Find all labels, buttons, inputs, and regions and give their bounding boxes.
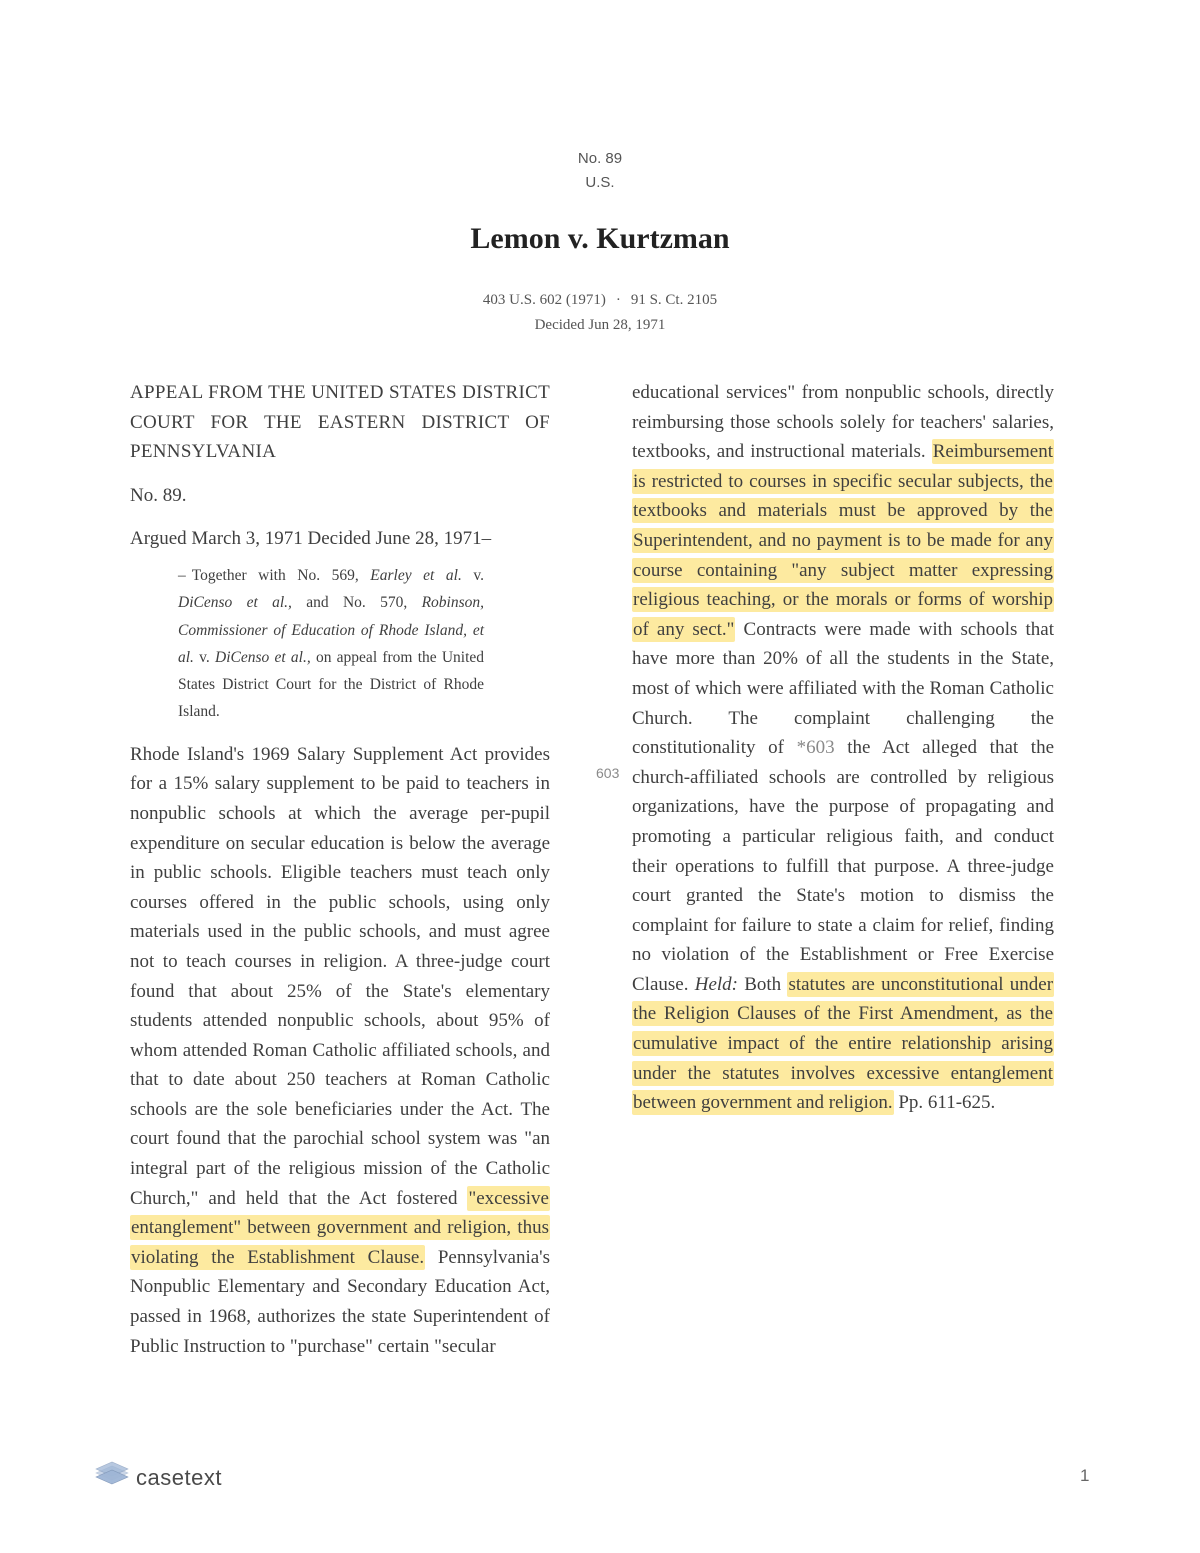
stacked-layers-logo-icon xyxy=(94,1460,130,1495)
syllabus-paragraph: Rhode Island's 1969 Salary Supplement Act provides for a 15% salary supplement to be paid to teachers in nonpublic schools at which the average per-pupil expenditure on secular education is below the average in public schools. Eligible teachers must teach only courses offered in the public schools, using only materials used in the public schools, and must agree not to teach courses in religion. A three-judge court found that about 25% of the State's elementary students attended nonpublic schools, about 95% of whom attended Roman Catholic affiliated schools, and that to date about 250 teachers at Roman Catholic schools are the sole beneficiaries under the Act. The court found that the parochial school system was "an integral part of the religious mission of the Catholic Church," and held that the Act fostered "excessive entanglement" between government and religion, thus violating the Establishment Clause. Pennsylvania's Nonpublic Elementary and Secondary Education Act, passed in 1968, authorizes the state Superintendent of Public Instruction to "purchase" certain "secular xyxy=(130,743,550,1357)
left-column xyxy=(130,378,550,1361)
parallel-citation: 91 S. Ct. 2105 xyxy=(630,292,718,308)
case-number: No. 89. xyxy=(130,484,187,506)
highlight-excessive-entanglement[interactable]: "excessive entanglement" between government and religion, thus violating the Establishment Clause. xyxy=(131,1187,549,1268)
case-header xyxy=(0,147,1200,195)
highlight-holding[interactable]: statutes are unconstitutional under the Religion Clauses of the First Amendment, as the cumulative impact of the entire relationship arising under the statutes involves excessive entanglement between government and religion. xyxy=(633,973,1054,1114)
appeal-heading: APPEAL FROM THE UNITED STATES DISTRICT COURT FOR THE EASTERN DISTRICT OF PENNSYLVANIA xyxy=(130,382,550,463)
page-range: Pp. 611-625. xyxy=(898,1092,996,1114)
case-title: Lemon v. Kurtzman xyxy=(470,222,730,255)
margin-page-number: 603 xyxy=(596,765,620,781)
citation-separator: · xyxy=(615,292,621,308)
star-page-marker: *603 xyxy=(796,737,835,759)
footnote: – Together with No. 569, Earley et al. v. DiCenso et al., and No. 570, Robinson, Commissioner of Education of Rhode Island, et al. v. DiCenso et al., on appeal from the United States District Court for the District of Rhode Island. xyxy=(178,566,485,721)
footnote-link[interactable]: – xyxy=(481,528,492,550)
citation-block xyxy=(0,288,1200,338)
argued-decided: Argued March 3, 1971 Decided June 28, 1971– xyxy=(130,528,492,550)
footnote-backlink[interactable]: – xyxy=(178,566,186,584)
syllabus-paragraph-continued: educational services" from nonpublic schools, directly reimbursing those schools solely for teachers' salaries, textbooks, and instructional materials. Reimbursement is restricted to courses in specific secular subjects, the textbooks and materials must be approved by the Superintendent, and no payment is to be made for any course containing "any subject matter expressing religious teaching, or the morals or forms of worship of any sect." Contracts were made with schools that have more than 20% of all the students in the State, most of which were affiliated with the Roman Catholic Church. The complaint challenging the constitutionality of *603 the Act alleged that the church-affiliated schools are controlled by religious organizations, have the purpose of propagating and promoting a particular religious faith, and conduct their operations to fulfill that purpose. A three-judge court granted the State's motion to dismiss the complaint for failure to state a claim for relief, finding no violation of the Establishment or Free Exercise Clause. Held: Both statutes are unconstitutional under the Religion Clauses of the First Amendment, as the cumulative impact of the entire relationship arising under the statutes involves excessive entanglement between government and religion. Pp. 611-625. xyxy=(632,382,1055,1114)
right-column xyxy=(632,378,1054,1118)
jurisdiction: U.S. xyxy=(585,174,615,191)
reporter-citation: 403 U.S. 602 (1971) xyxy=(482,292,606,308)
page-number: 1 xyxy=(1080,1466,1090,1485)
docket-number: No. 89 xyxy=(577,150,623,167)
brand-wordmark: casetext xyxy=(136,1464,222,1490)
casetext-logo[interactable] xyxy=(94,1460,222,1495)
decided-date: Decided Jun 28, 1971 xyxy=(534,317,666,333)
held-label: Held: xyxy=(694,973,738,995)
highlight-reimbursement[interactable]: Reimbursement is restricted to courses in specific secular subjects, the textbooks and materials must be approved by the Superintendent, and no payment is to be made for any course containing "any subject matter expressing religious teaching, or the morals or forms of worship of any sect." xyxy=(633,441,1053,640)
